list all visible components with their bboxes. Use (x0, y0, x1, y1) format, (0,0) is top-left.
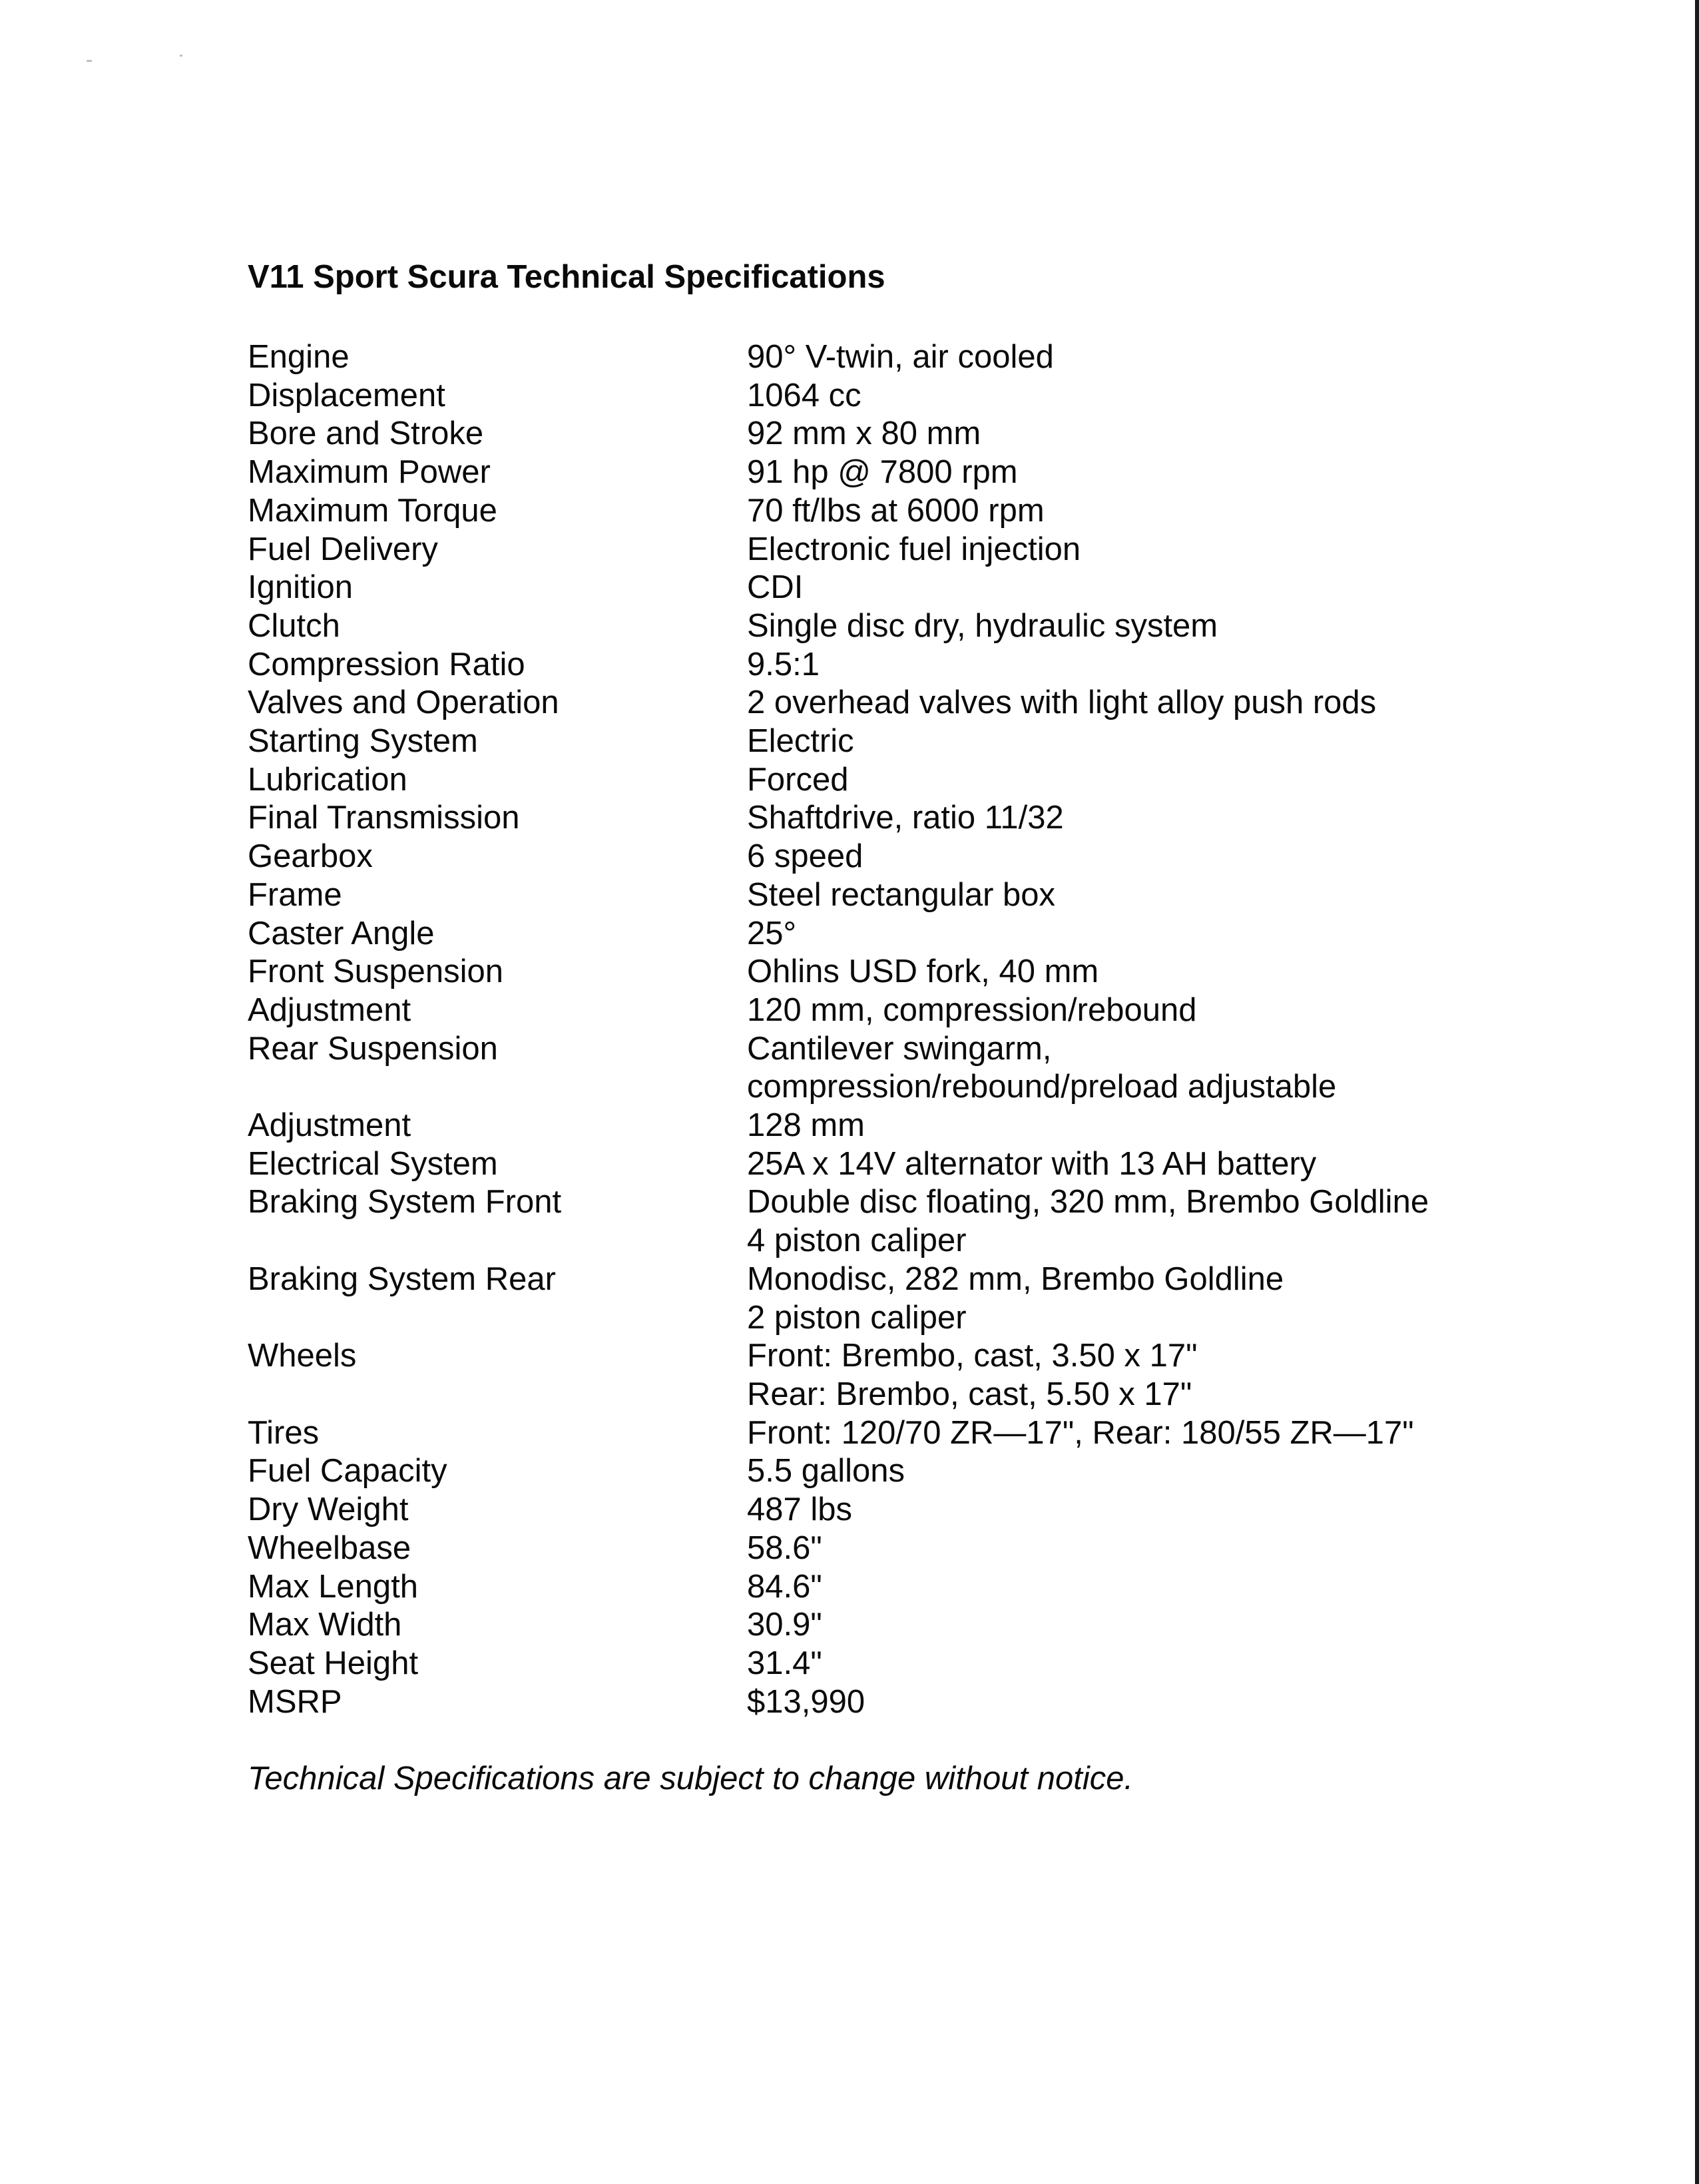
spec-row (248, 953, 1513, 991)
spec-label: Displacement (248, 377, 445, 413)
spec-row (248, 646, 1513, 684)
spec-value (747, 953, 1513, 991)
spec-value (747, 1183, 1513, 1260)
spec-row (248, 569, 1513, 607)
spec-label: Caster Angle (248, 915, 435, 952)
spec-value-line: 25A x 14V alternator with 13 AH battery (747, 1145, 1317, 1182)
spec-row (248, 799, 1513, 838)
disclaimer-note: Technical Specifications are subject to change without notice. (248, 1761, 1134, 1796)
spec-value-line: 128 mm (747, 1107, 865, 1144)
scan-speck (180, 55, 182, 57)
spec-row (248, 1183, 1513, 1260)
spec-value (747, 1683, 1513, 1722)
spec-row (248, 1568, 1513, 1607)
spec-value (747, 1645, 1513, 1683)
spec-value (747, 1452, 1513, 1491)
spec-value-line: Forced (747, 761, 849, 798)
spec-label: Dry Weight (248, 1492, 409, 1528)
spec-label: Wheelbase (248, 1529, 411, 1566)
spec-row (248, 1645, 1513, 1683)
spec-value (747, 1568, 1513, 1607)
spec-value (747, 838, 1513, 876)
spec-label: Valves and Operation (248, 684, 559, 721)
spec-value (747, 1145, 1513, 1184)
scan-speck (87, 60, 92, 62)
spec-row (248, 1529, 1513, 1568)
spec-label: Front Suspension (248, 954, 504, 990)
spec-row (248, 1030, 1513, 1107)
spec-value-line: 120 mm, compression/rebound (747, 991, 1197, 1028)
spec-label: Final Transmission (248, 800, 520, 836)
spec-value (747, 492, 1513, 531)
spec-label: MSRP (248, 1683, 342, 1720)
spec-value-line: Double disc floating, 320 mm, Brembo Goldline (747, 1184, 1429, 1221)
spec-value-line: Electric (747, 723, 854, 760)
spec-value-line: Electronic fuel injection (747, 531, 1081, 567)
spec-value-line: 31.4" (747, 1645, 822, 1681)
spec-value (747, 1606, 1513, 1645)
spec-value (747, 569, 1513, 607)
spec-value-line: Front: Brembo, cast, 3.50 x 17" (747, 1338, 1198, 1374)
spec-row (248, 991, 1513, 1030)
spec-value (747, 991, 1513, 1030)
spec-value (747, 531, 1513, 569)
spec-label: Adjustment (248, 991, 411, 1028)
spec-value-line: Ohlins USD fork, 40 mm (747, 954, 1099, 990)
spec-value (747, 377, 1513, 415)
spec-value-line: 6 speed (747, 838, 863, 875)
spec-value-line: Steel rectangular box (747, 876, 1056, 913)
spec-value-line: Cantilever swingarm, (747, 1030, 1052, 1067)
spec-value-line: Single disc dry, hydraulic system (747, 607, 1218, 644)
spec-label: Ignition (248, 569, 354, 606)
spec-row (248, 531, 1513, 569)
spec-row (248, 1414, 1513, 1453)
spec-value-line: 5.5 gallons (747, 1453, 905, 1490)
spec-value (747, 915, 1513, 954)
spec-row (248, 377, 1513, 415)
spec-value (747, 1107, 1513, 1145)
spec-label: Fuel Capacity (248, 1453, 447, 1490)
spec-value-line: 25° (747, 915, 797, 952)
spec-label: Adjustment (248, 1107, 411, 1144)
spec-value-line: $13,990 (747, 1683, 865, 1720)
spec-value-line: Rear: Brembo, cast, 5.50 x 17" (747, 1376, 1192, 1412)
spec-value-line: 90° V-twin, air cooled (747, 339, 1054, 375)
spec-label: Electrical System (248, 1145, 498, 1182)
spec-label: Maximum Torque (248, 492, 497, 529)
spec-label: Fuel Delivery (248, 531, 438, 567)
spec-label: Engine (248, 339, 350, 375)
spec-value-line: 2 piston caliper (747, 1299, 967, 1336)
spec-value (747, 415, 1513, 453)
spec-row (248, 1491, 1513, 1529)
spec-value-line: 70 ft/lbs at 6000 rpm (747, 492, 1045, 529)
spec-label: Max Width (248, 1607, 402, 1643)
spec-label: Tires (248, 1414, 320, 1451)
spec-value-line: 84.6" (747, 1568, 822, 1605)
spec-value-line: 91 hp @ 7800 rpm (747, 454, 1018, 491)
spec-label: Wheels (248, 1338, 357, 1374)
spec-value-line: CDI (747, 569, 804, 606)
spec-value (747, 761, 1513, 800)
spec-label: Bore and Stroke (248, 415, 484, 452)
spec-value-line: 4 piston caliper (747, 1223, 967, 1259)
spec-label: Gearbox (248, 838, 373, 875)
spec-row (248, 684, 1513, 722)
spec-label: Max Length (248, 1568, 419, 1605)
spec-label: Seat Height (248, 1645, 419, 1681)
spec-row (248, 1145, 1513, 1184)
spec-label: Maximum Power (248, 454, 491, 491)
spec-row (248, 453, 1513, 492)
spec-value (747, 876, 1513, 915)
spec-value (747, 607, 1513, 646)
spec-row (248, 761, 1513, 800)
spec-label: Starting System (248, 723, 478, 760)
spec-value (747, 1030, 1513, 1107)
spec-row (248, 607, 1513, 646)
spec-label: Clutch (248, 607, 340, 644)
spec-value (747, 722, 1513, 761)
spec-value-line: Shaftdrive, ratio 11/32 (747, 800, 1064, 836)
spec-value-line: 58.6" (747, 1529, 822, 1566)
spec-row (248, 1260, 1513, 1337)
spec-label: Rear Suspension (248, 1030, 498, 1067)
spec-value-line: compression/rebound/preload adjustable (747, 1069, 1337, 1105)
page-title: V11 Sport Scura Technical Specifications (248, 259, 885, 295)
spec-label: Braking System Front (248, 1184, 562, 1221)
spec-row (248, 1452, 1513, 1491)
spec-value-line: Front: 120/70 ZR—17", Rear: 180/55 ZR—17" (747, 1414, 1414, 1451)
spec-value-line: 9.5:1 (747, 646, 820, 682)
spec-row (248, 915, 1513, 954)
spec-row (248, 722, 1513, 761)
spec-label: Braking System Rear (248, 1260, 556, 1297)
spec-value-line: Monodisc, 282 mm, Brembo Goldline (747, 1260, 1284, 1297)
spec-row (248, 1337, 1513, 1414)
spec-row (248, 415, 1513, 453)
spec-value (747, 646, 1513, 684)
spec-row (248, 876, 1513, 915)
spec-row (248, 838, 1513, 876)
spec-row (248, 492, 1513, 531)
spec-value (747, 338, 1513, 377)
spec-label: Lubrication (248, 761, 407, 798)
spec-value (747, 1260, 1513, 1337)
spec-value (747, 453, 1513, 492)
spec-label: Frame (248, 876, 342, 913)
spec-value-line: 1064 cc (747, 377, 861, 413)
scan-edge (1695, 0, 1699, 2184)
spec-value (747, 1414, 1513, 1453)
spec-row (248, 1683, 1513, 1722)
spec-row (248, 338, 1513, 377)
spec-value-line: 2 overhead valves with light alloy push rods (747, 684, 1377, 721)
spec-value (747, 1491, 1513, 1529)
spec-row (248, 1606, 1513, 1645)
spec-value-line: 30.9" (747, 1607, 822, 1643)
spec-value (747, 799, 1513, 838)
spec-table (248, 338, 1513, 1721)
spec-value (747, 1529, 1513, 1568)
spec-label: Compression Ratio (248, 646, 525, 682)
spec-value-line: 92 mm x 80 mm (747, 415, 981, 452)
spec-row (248, 1107, 1513, 1145)
spec-value (747, 684, 1513, 722)
spec-value (747, 1337, 1513, 1414)
spec-value-line: 487 lbs (747, 1492, 853, 1528)
